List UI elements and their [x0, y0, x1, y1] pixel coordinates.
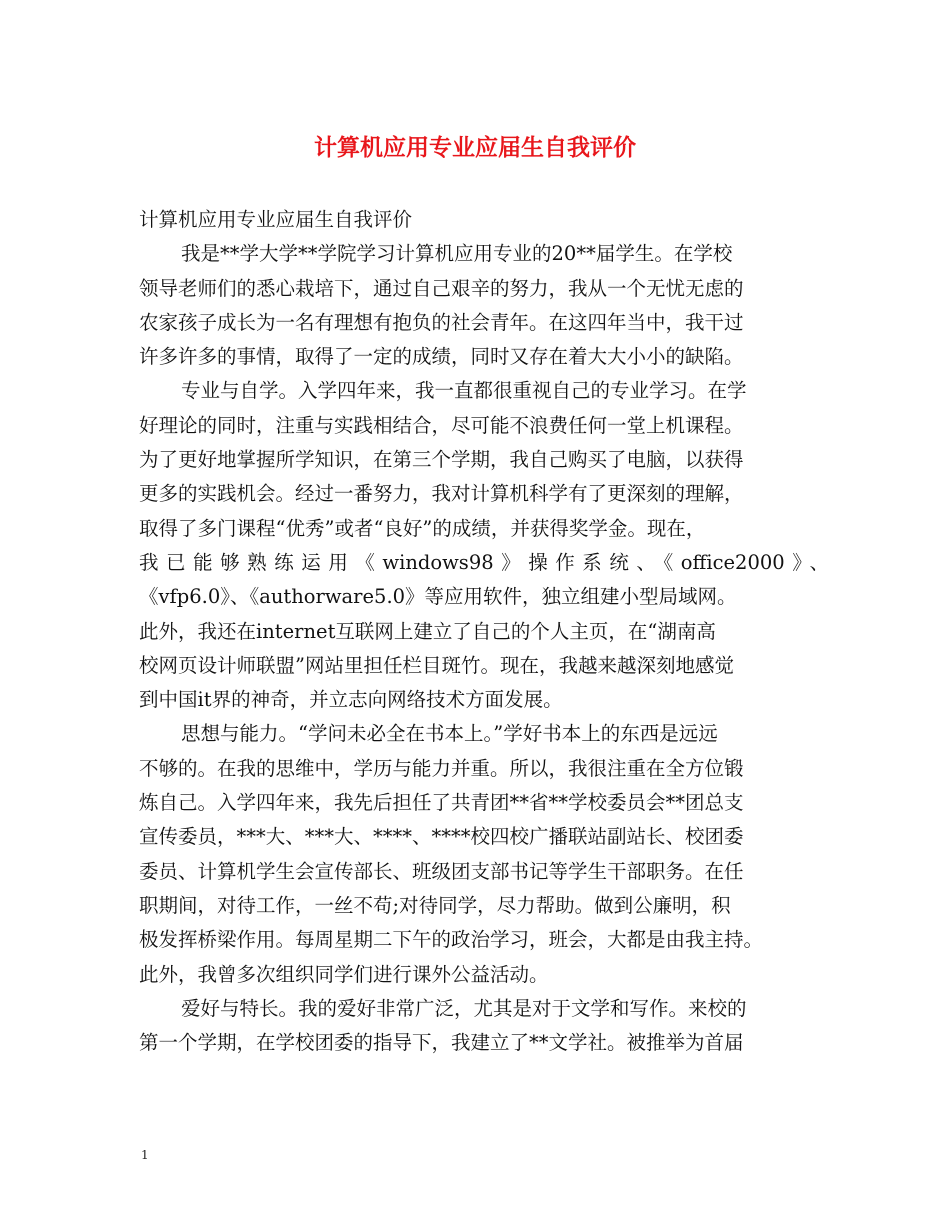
body-line: 委员、计算机学生会宣传部长、班级团支部书记等学生干部职务。在任 — [139, 859, 744, 883]
body-line: 许多许多的事情，取得了一定的成绩，同时又存在着大大小小的缺陷。 — [139, 345, 744, 369]
body-line: 专业与自学。入学四年来，我一直都很重视自己的专业学习。在学 — [181, 379, 747, 403]
body-line: 领导老师们的悉心栽培下，通过自己艰辛的努力，我从一个无忧无虑的 — [139, 276, 744, 300]
body-line: 极发挥桥梁作用。每周星期二下午的政治学习，班会，大都是由我主持。 — [139, 928, 764, 952]
body-line: 职期间，对待工作，一丝不苟;对待同学，尽力帮助。做到公廉明，积 — [139, 893, 731, 917]
body-line: 炼自己。入学四年来，我先后担任了共青团**省**学校委员会**团总支 — [139, 791, 744, 815]
body-line: 校网页设计师联盟”网站里担任栏目斑竹。现在，我越来越深刻地感觉 — [139, 653, 734, 677]
body-line: 《vfp6.0》、《authorware5.0》等应用软件，独立组建小型局域网。 — [139, 585, 737, 609]
body-line: 为了更好地掌握所学知识，在第三个学期，我自己购买了电脑，以获得 — [139, 448, 744, 472]
body-line: 好理论的同时，注重与实践相结合，尽可能不浪费任何一堂上机课程。 — [139, 413, 744, 437]
body-line: 宣传委员，***大、***大、****、****校四校广播联站副站长、校团委 — [139, 825, 744, 849]
body-line: 爱好与特长。我的爱好非常广泛，尤其是对于文学和写作。来校的 — [181, 996, 747, 1020]
body-line: 不够的。在我的思维中，学历与能力并重。所以，我很注重在全方位锻 — [139, 756, 744, 780]
body-line: 此外，我曾多次组织同学们进行课外公益活动。 — [139, 962, 549, 986]
body-line: 到中国it界的神奇，并立志向网络技术方面发展。 — [139, 688, 563, 712]
body-line: 更多的实践机会。经过一番努力，我对计算机科学有了更深刻的理解， — [139, 482, 744, 506]
body-line: 思想与能力。“学问未必全在书本上。”学好书本上的东西是远远 — [181, 722, 718, 746]
body-line: 我是**学大学**学院学习计算机应用专业的20**届学生。在学校 — [181, 242, 733, 266]
body-line-subtitle: 计算机应用专业应届生自我评价 — [139, 208, 413, 231]
document-title: 计算机应用专业应届生自我评价 — [314, 135, 636, 161]
body-line: 第一个学期，在学校团委的指导下，我建立了**文学社。被推举为首届 — [139, 1031, 744, 1055]
body-line: 取得了多门课程“优秀”或者“良好”的成绩，并获得奖学金。现在， — [139, 516, 706, 540]
body-line: 我已能够熟练运用《windows98》操作系统、《office2000》、 — [139, 550, 829, 574]
body-line: 此外，我还在internet互联网上建立了自己的个人主页，在“湖南高 — [139, 619, 716, 643]
document-body — [139, 203, 829, 1060]
body-line: 农家孩子成长为一名有理想有抱负的社会青年。在这四年当中，我干过 — [139, 310, 744, 334]
page-number: 1 — [141, 1148, 149, 1162]
